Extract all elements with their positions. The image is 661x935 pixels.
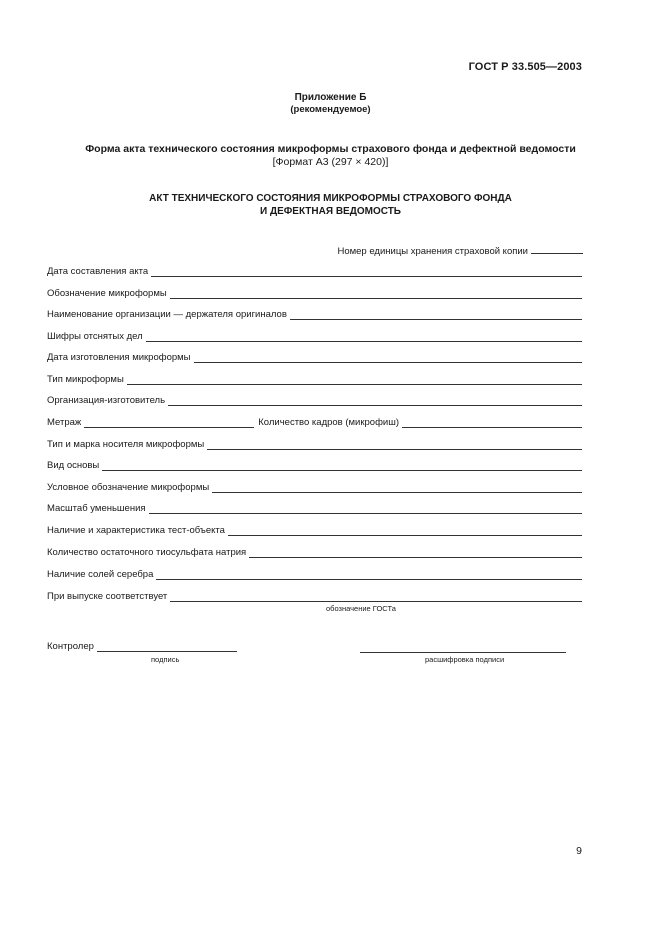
act-title-line2: И ДЕФЕКТНАЯ ВЕДОМОСТЬ xyxy=(259,206,401,217)
field-blank[interactable] xyxy=(207,439,582,450)
form-row-thiosulfate xyxy=(47,545,582,558)
frames-label: Количество кадров (микрофиш) xyxy=(258,417,399,428)
form-row-designation xyxy=(47,286,582,299)
field-blank[interactable] xyxy=(156,569,582,580)
field-label: Количество остаточного тиосульфата натрия xyxy=(47,547,247,558)
storage-unit-label: Номер единицы хранения страховой копии xyxy=(337,246,528,257)
signature-caption: подпись xyxy=(151,655,180,664)
field-blank[interactable] xyxy=(212,482,582,493)
field-blank[interactable] xyxy=(228,525,582,536)
controller-label: Контролер xyxy=(47,641,94,652)
page-number: 9 xyxy=(576,845,582,857)
field-blank[interactable] xyxy=(170,591,582,602)
appendix-status: (рекомендуемое) xyxy=(290,104,371,115)
storage-unit-row xyxy=(337,243,583,257)
form-row-codes xyxy=(47,329,582,342)
field-label: При выпуске соответствует xyxy=(47,591,168,602)
field-label: Обозначение микроформы xyxy=(47,288,167,299)
form-row-date xyxy=(47,264,582,277)
field-blank[interactable] xyxy=(194,352,583,363)
form-row-test-object xyxy=(47,523,582,536)
controller-row xyxy=(47,641,237,652)
field-label: Наличие и характеристика тест-объекта xyxy=(47,525,225,536)
field-label: Наличие солей серебра xyxy=(47,569,154,580)
form-row-carrier xyxy=(47,437,582,450)
form-row-production-date xyxy=(47,350,582,363)
form-row-base xyxy=(47,458,582,471)
form-row-symbol xyxy=(47,480,582,493)
field-label: Шифры отснятых дел xyxy=(47,331,143,342)
decoding-blank[interactable] xyxy=(360,652,566,653)
signature-blank[interactable] xyxy=(97,641,237,652)
field-label: Тип микроформы xyxy=(47,374,124,385)
appendix-title: Приложение Б xyxy=(294,92,367,103)
footage-blank[interactable] xyxy=(84,417,254,428)
form-row-type xyxy=(47,372,582,385)
field-blank[interactable] xyxy=(102,460,582,471)
gost-caption: обозначение ГОСТа xyxy=(326,604,396,613)
form-row-silver-salts xyxy=(47,567,582,580)
field-label: Дата изготовления микроформы xyxy=(47,352,191,363)
field-label: Наименование организации — держателя оригиналов xyxy=(47,309,287,320)
storage-unit-blank[interactable] xyxy=(531,243,583,254)
field-blank[interactable] xyxy=(151,266,582,277)
footage-label: Метраж xyxy=(47,417,82,428)
field-label: Тип и марка носителя микроформы xyxy=(47,439,205,450)
field-blank[interactable] xyxy=(127,374,582,385)
field-blank[interactable] xyxy=(290,309,582,320)
act-title-line1: АКТ ТЕХНИЧЕСКОГО СОСТОЯНИЯ МИКРОФОРМЫ СТРАХОВОГО ФОНДА xyxy=(149,193,512,204)
field-label: Организация-изготовитель xyxy=(47,395,166,406)
form-row-reduction xyxy=(47,501,582,514)
form-row-manufacturer xyxy=(47,393,582,406)
field-blank[interactable] xyxy=(168,395,582,406)
frames-blank[interactable] xyxy=(402,417,582,428)
form-row-organization xyxy=(47,307,582,320)
field-label: Вид основы xyxy=(47,460,100,471)
decoding-caption: расшифровка подписи xyxy=(425,655,505,664)
field-label: Масштаб уменьшения xyxy=(47,503,146,514)
field-blank[interactable] xyxy=(249,547,582,558)
form-row-footage xyxy=(47,415,582,428)
field-blank[interactable] xyxy=(149,503,582,514)
field-label: Дата составления акта xyxy=(47,266,149,277)
field-label: Условное обозначение микроформы xyxy=(47,482,210,493)
field-blank[interactable] xyxy=(146,331,582,342)
form-row-compliance xyxy=(47,589,582,602)
form-format: [Формат А3 (297 × 420)] xyxy=(272,156,389,168)
field-blank[interactable] xyxy=(170,288,582,299)
form-title: Форма акта технического состояния микроформы страхового фонда и дефектной ведомости xyxy=(85,143,576,155)
standard-designation: ГОСТ Р 33.505—2003 xyxy=(468,61,582,73)
